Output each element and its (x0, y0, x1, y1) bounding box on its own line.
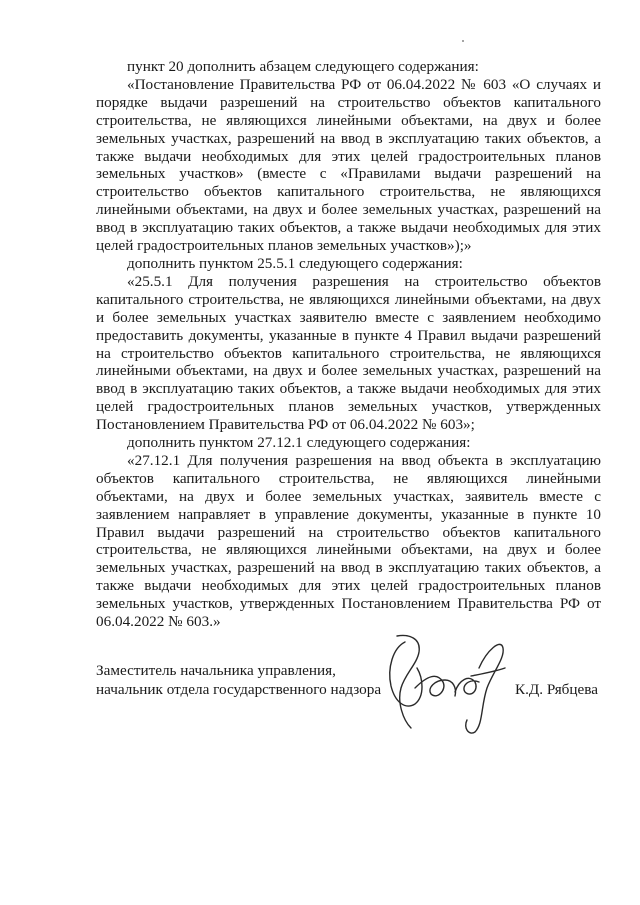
paragraph-item-27-12-1-text: «27.12.1 Для получения разрешения на ввод объекта в эксплуатацию объектов капитального строительства, не являющихся линейными объектами, на двух и более земельных участках, заявитель вместе с заявлением направляет в управление документы, указанные в пункте 10 Правил выдачи разрешений на строительство объектов капитального строительства, не являющихся линейными объектами, на двух и более земельных участках, разрешений на ввод в эксплуатацию таких объектов, а также выдачи необходимых для этих целей градостроительных планов земельных участков, утвержденных Постановлением Правительства РФ от 06.04.2022 № 603.» (96, 451, 601, 631)
paragraph-item-20-intro: пункт 20 дополнить абзацем следующего содержания: (127, 58, 479, 75)
handwritten-signature (375, 628, 510, 738)
document-body (96, 58, 601, 631)
signer-position-line-2: начальник отдела государственного надзора (96, 681, 382, 698)
scan-speck (462, 40, 464, 42)
signer-position-line-1: Заместитель начальника управления, (96, 662, 336, 679)
signature-block (96, 661, 601, 699)
paragraph-item-25-5-1-intro: дополнить пунктом 25.5.1 следующего содержания: (127, 254, 463, 272)
signer-name: К.Д. Рябцева (514, 681, 598, 698)
paragraph-quote-resolution-603: «Постановление Правительства РФ от 06.04.2022 № 603 «О случаях и порядке выдачи разрешений на строительство объектов капитального строительства, не являющихся линейными объектами, на двух и более земельных участках, разрешений на ввод в эксплуатацию таких объектов, а также выдачи необходимых для этих целей градостроительных планов земельных участков» (вместе с «Правилами выдачи разрешений на строительство объектов капитального строительства, не являющихся линейными объектами, на двух и более земельных участках, разрешений на ввод в эксплуатацию таких объектов, а также выдачи необходимых для этих целей градостроительных планов земельных участков»);» (96, 75, 601, 255)
paragraph-item-27-12-1-intro: дополнить пунктом 27.12.1 следующего содержания: (127, 434, 471, 452)
paragraph-item-25-5-1-text: «25.5.1 Для получения разрешения на строительство объектов капитального строительства, не являющихся линейными объектами, на двух и более земельных участках заявителю вместе с заявлением необходимо предоставить документы, указанные в пункте 4 Правил выдачи разрешений на строительство объектов капитального строительства, не являющихся линейными объектами, на двух и более земельных участках, разрешений на ввод в эксплуатацию таких объектов, а также выдачи необходимых для этих целей градостроительных планов земельных участков, утвержденных Постановлением Правительства РФ от 06.04.2022 № 603»; (96, 272, 601, 434)
